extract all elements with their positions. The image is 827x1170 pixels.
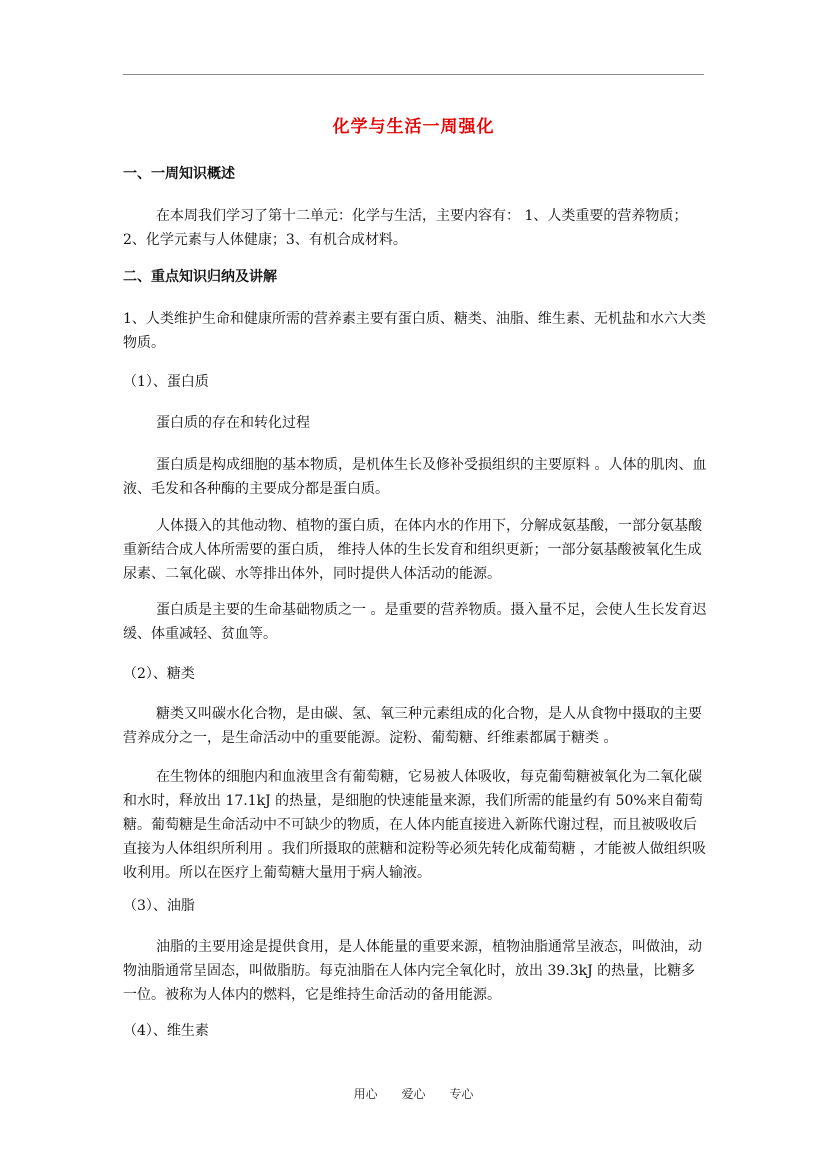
subsection-protein: （1）、蛋白质 (123, 374, 209, 390)
subsection-fat: （3）、油脂 (123, 898, 195, 914)
section-heading-1: 一、一周知识概述 (123, 166, 235, 182)
overview-paragraph: 在本周我们学习了第十二单元：化学与生活，主要内容有： 1、人类重要的营养物质；2、化学元素与人体健康；3、有机合成材料。 (123, 208, 688, 248)
subsection-vitamin: （4）、维生素 (123, 1023, 209, 1039)
sugar-paragraph-2: 在生物体的细胞内和血液里含有葡萄糖，它易被人体吸收，每克葡萄糖被氧化为二氧化碳和水时，释放出 17.1kJ 的热量，是细胞的快速能量来源，我们所需的能量约有 50%来自葡萄糖。葡萄糖是生命活动中不可缺少的物质，在人体内能直接进入新陈代谢过程，而且被吸收后直接为人体组织所利用 。我们所摄取的蔗糖和淀粉等必须先转化成葡萄糖 ，才能被人做组织吸收利用。所以在医疗上葡萄糖大量用于病人输液。 (123, 769, 706, 881)
protein-paragraph-3: 蛋白质是主要的生命基础物质之一 。是重要的营养物质。摄入量不足，会使人生长发育迟缓、体重减轻、贫血等。 (123, 602, 707, 642)
subsection-sugar: （2）、糖类 (123, 666, 195, 682)
footer-word-1: 用心 (353, 1087, 378, 1101)
header-rule (123, 74, 704, 75)
point-1-paragraph: 1、人类维护生命和健康所需的营养素主要有蛋白质、糖类、油脂、维生素、无机盐和水六大类物质。 (123, 311, 706, 351)
footer-word-2: 爱心 (401, 1087, 426, 1101)
sugar-paragraph-1: 糖类又叫碳水化合物，是由碳、氢、氧三种元素组成的化合物，是人从食物中摄取的主要营养成分之一，是生命活动中的重要能源。淀粉、葡萄糖、纤维素都属于糖类 。 (123, 706, 702, 746)
footer-word-3: 专心 (449, 1087, 474, 1101)
section-heading-2: 二、重点知识归纳及讲解 (123, 269, 277, 285)
document-title: 化学与生活一周强化 (332, 117, 495, 137)
page-footer (0, 1085, 827, 1102)
protein-subtitle: 蛋白质的存在和转化过程 (156, 415, 310, 431)
protein-paragraph-1: 蛋白质是构成细胞的基本物质，是机体生长及修补受损组织的主要原料 。人体的肌肉、血液、毛发和各种酶的主要成分都是蛋白质。 (123, 457, 707, 497)
protein-paragraph-2: 人体摄入的其他动物、植物的蛋白质，在体内水的作用下，分解成氨基酸，一部分氨基酸重新结合成人体所需要的蛋白质， 维持人体的生长发育和组织更新；一部分氨基酸被氧化生成尿素、二氧化碳、水等排出体外，同时提供人体活动的能源。 (123, 518, 702, 582)
fat-paragraph-1: 油脂的主要用途是提供食用，是人体能量的重要来源，植物油脂通常呈液态，叫做油，动物油脂通常呈固态，叫做脂肪。每克油脂在人体内完全氧化时，放出 39.3kJ 的热量，比糖多一位。被称为人体内的燃料，它是维持生命活动的备用能源。 (123, 939, 702, 1003)
